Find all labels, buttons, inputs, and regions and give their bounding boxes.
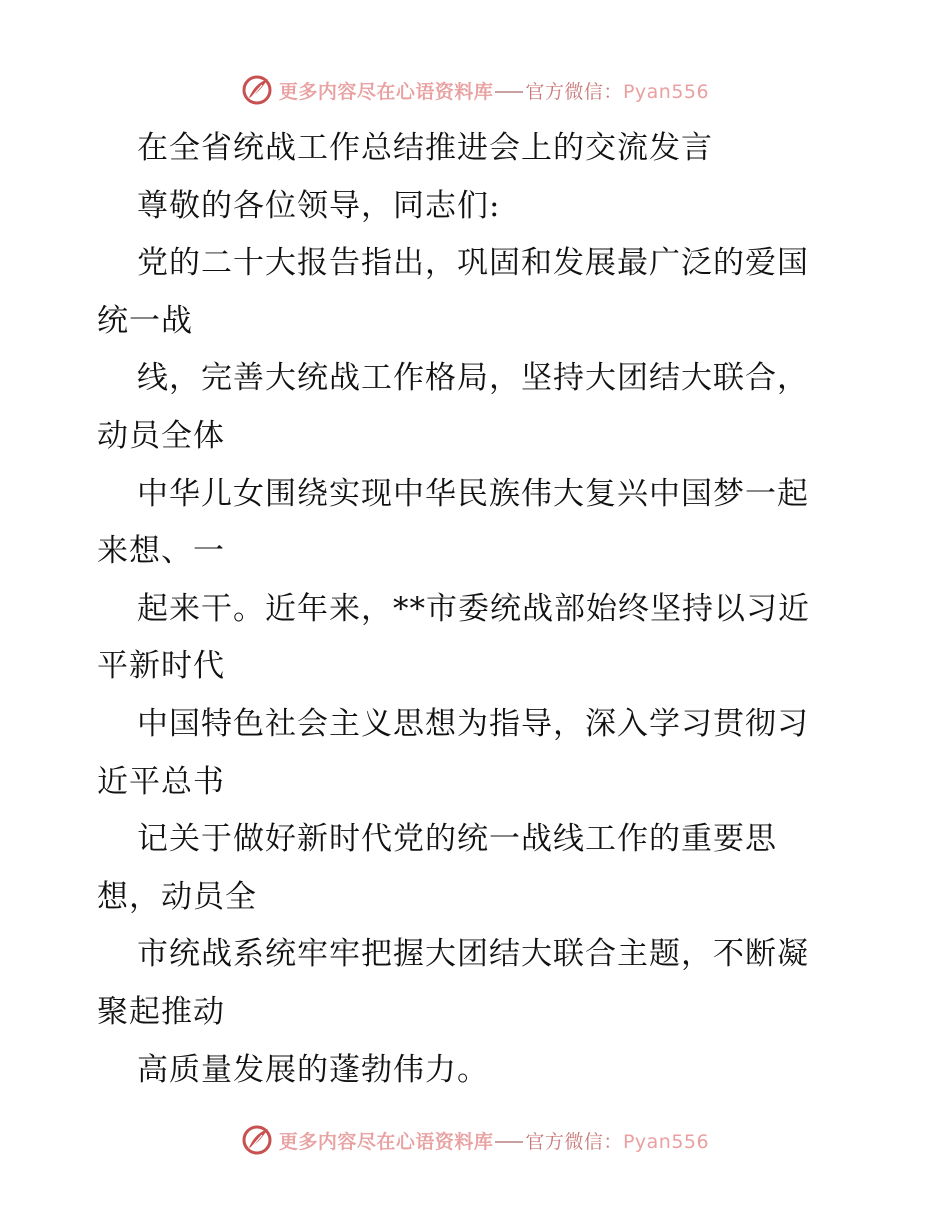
feather-logo-icon xyxy=(241,1124,273,1156)
text-line: 来想、一 xyxy=(97,533,225,570)
text-line: 线，完善大统战工作格局，坚持大团结大联合， xyxy=(137,360,809,397)
text-line: 起来干。近年来，**市委统战部始终坚持以习近 xyxy=(137,590,810,627)
text-line: 想，动员全 xyxy=(97,878,257,915)
text-line: 聚起推动 xyxy=(97,993,225,1030)
text-line: 党的二十大报告指出，巩固和发展最广泛的爱国 xyxy=(137,245,809,282)
text-line: 记关于做好新时代党的统一战线工作的重要思 xyxy=(137,821,777,858)
text-line: 尊敬的各位领导，同志们: xyxy=(137,187,501,224)
text-line: 中华儿女围绕实现中华民族伟大复兴中国梦一起 xyxy=(137,475,809,512)
text-line: 平新时代 xyxy=(97,648,225,685)
footer-watermark xyxy=(0,1120,950,1160)
text-line: 近平总书 xyxy=(97,763,225,800)
text-line: 高质量发展的蓬勃伟力。 xyxy=(137,1051,489,1088)
text-line: 市统战系统牢牢把握大团结大联合主题，不断凝 xyxy=(137,936,809,973)
text-line: 动员全体 xyxy=(97,417,225,454)
watermark-text: 更多内容尽在心语资料库 官方微信：Pyan556 xyxy=(278,1130,710,1153)
header-watermark xyxy=(0,70,950,110)
text-line: 统一战 xyxy=(97,302,193,339)
document-body xyxy=(97,120,857,1099)
text-line: 中国特色社会主义思想为指导，深入学习贯彻习 xyxy=(137,705,809,742)
document-title: 在全省统战工作总结推进会上的交流发言 xyxy=(137,130,713,166)
watermark-text: 更多内容尽在心语资料库 官方微信：Pyan556 xyxy=(278,80,710,103)
feather-logo-icon xyxy=(241,74,273,106)
